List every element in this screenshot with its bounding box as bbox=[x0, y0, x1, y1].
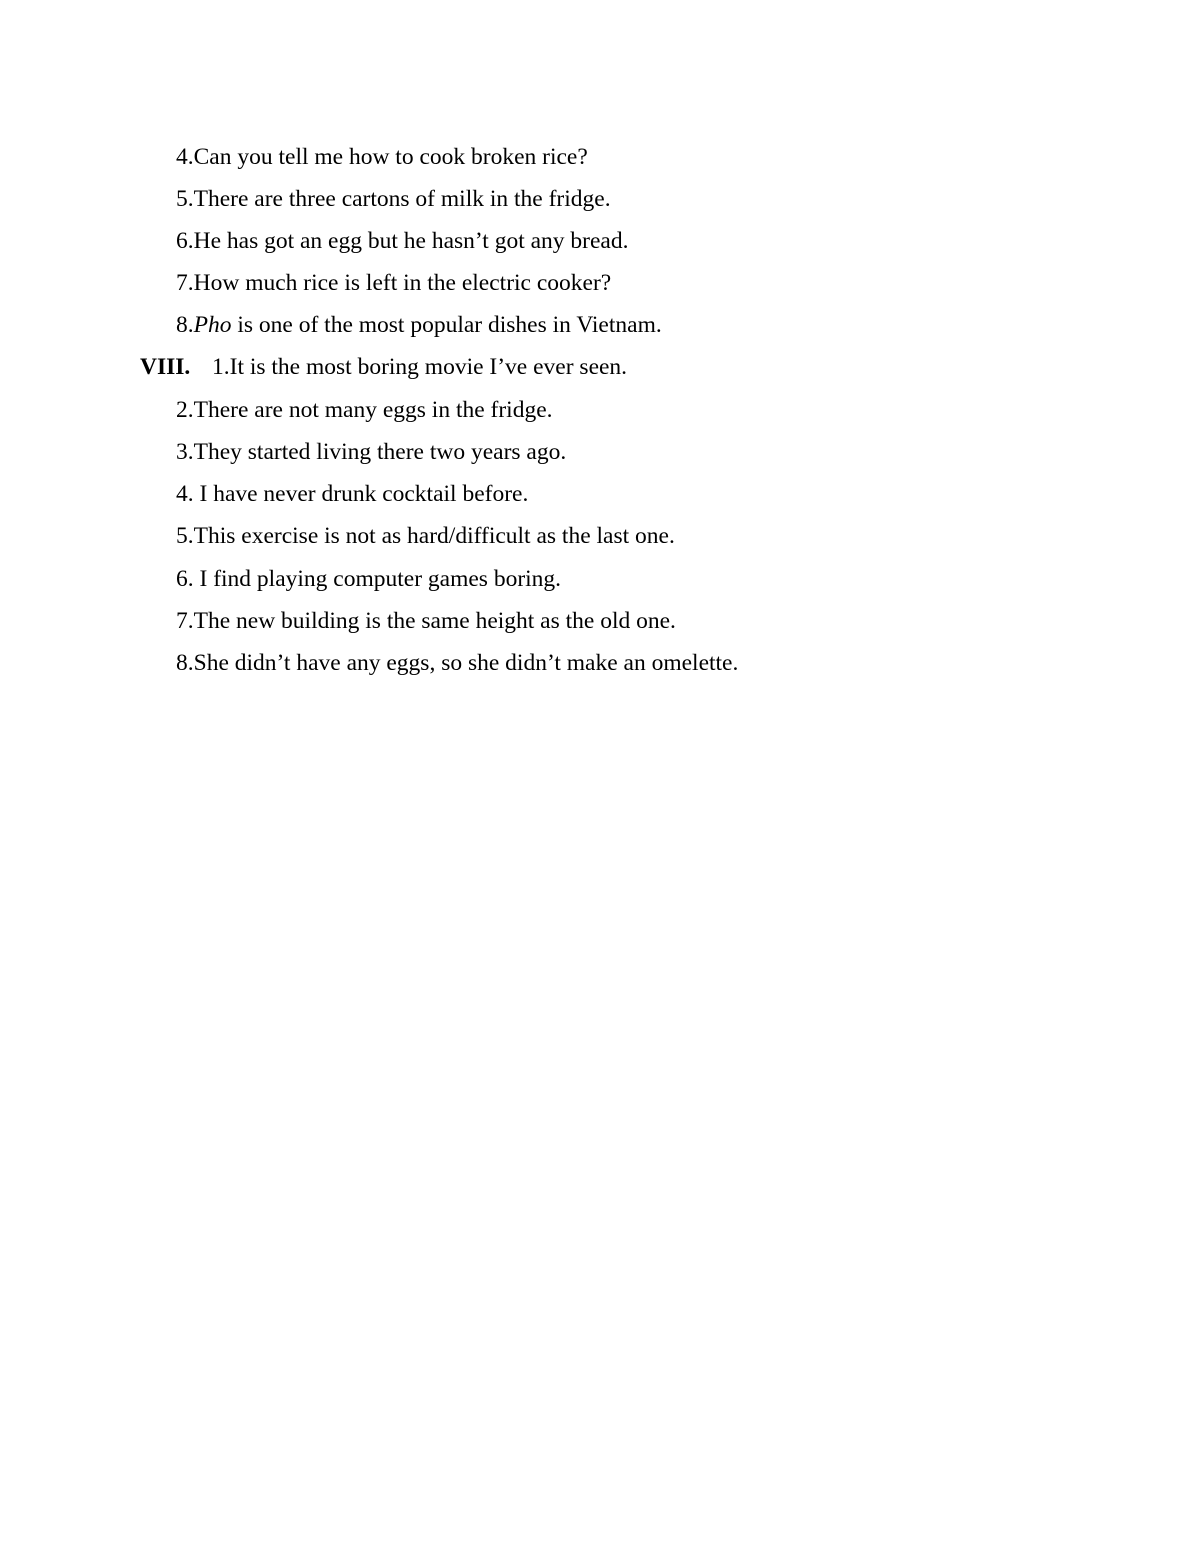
item-text: I find playing computer games boring. bbox=[199, 566, 562, 592]
item-number: 7. bbox=[176, 270, 194, 296]
item-text: is one of the most popular dishes in Vietnam. bbox=[231, 312, 662, 338]
answer-line bbox=[176, 184, 611, 214]
item-text: It is the most boring movie I’ve ever seen. bbox=[229, 354, 628, 380]
item-number: 8. bbox=[176, 650, 194, 676]
answer-line bbox=[176, 606, 676, 636]
item-number: 6. bbox=[176, 566, 200, 592]
answer-line bbox=[176, 564, 561, 594]
item-text: There are three cartons of milk in the fridge. bbox=[193, 186, 611, 212]
item-text: They started living there two years ago. bbox=[193, 439, 567, 465]
item-number: 6. bbox=[176, 228, 194, 254]
answer-line bbox=[176, 395, 553, 425]
item-text: The new building is the same height as the old one. bbox=[193, 608, 676, 634]
item-text: There are not many eggs in the fridge. bbox=[193, 397, 553, 423]
item-number: 3. bbox=[176, 439, 194, 465]
item-text: Can you tell me how to cook broken rice? bbox=[193, 144, 588, 170]
answer-line bbox=[176, 521, 675, 551]
item-number: 4. bbox=[176, 481, 200, 507]
item-text: This exercise is not as hard/difficult as the last one. bbox=[193, 523, 675, 549]
item-number: 1. bbox=[212, 354, 230, 380]
answer-line bbox=[176, 479, 528, 509]
item-text: He has got an egg but he hasn’t got any bread. bbox=[193, 228, 629, 254]
item-number: 5. bbox=[176, 186, 194, 212]
answer-line bbox=[176, 226, 628, 256]
answer-line bbox=[176, 268, 611, 298]
item-text: How much rice is left in the electric cooker? bbox=[193, 270, 612, 296]
item-number: 2. bbox=[176, 397, 194, 423]
italic-word: Pho bbox=[193, 312, 232, 338]
answer-line bbox=[176, 142, 588, 172]
item-number: 7. bbox=[176, 608, 194, 634]
item-text: She didn’t have any eggs, so she didn’t make an omelette. bbox=[193, 650, 739, 676]
item-number: 8. bbox=[176, 312, 194, 338]
item-text: I have never drunk cocktail before. bbox=[199, 481, 529, 507]
item-number: 5. bbox=[176, 523, 194, 549]
answer-line bbox=[212, 352, 627, 382]
answer-line bbox=[176, 648, 738, 678]
answer-line bbox=[176, 310, 662, 340]
section-label: VIII. bbox=[140, 354, 191, 380]
answer-line bbox=[176, 437, 566, 467]
item-number: 4. bbox=[176, 144, 194, 170]
